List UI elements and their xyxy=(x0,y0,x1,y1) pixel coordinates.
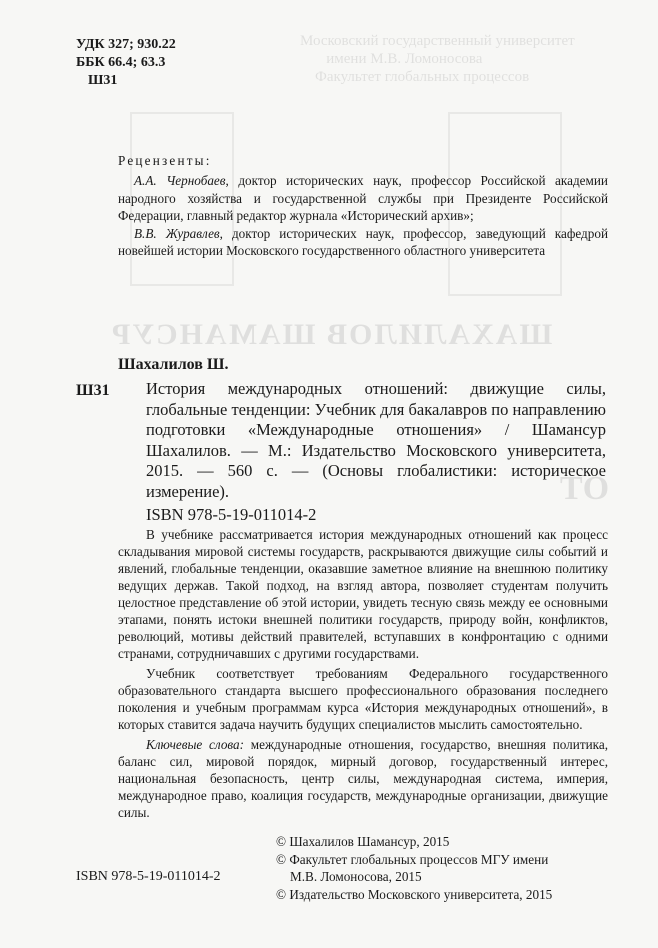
abstract-paragraph: В учебнике рассматривается история международных отношений как процесс складывания мировой системы государств, раскрываются движущие силы событий и явлений, глобальные тенденции, оказавшие заметное влияние на внешнюю политику ведущих держав. Такой подход, на взгляд автора, позволяет студентам получить целостное представление об этой истории, увидеть тесную связь между ее основными этапами, понять истоки внешней политики государств, природу войн, конфликтов, революций, мотивы действий правителей, вступавших в конфронтацию с одними странами, сотрудничавших с другими государствами. xyxy=(118,527,608,661)
reviewer-name: В.В. Журавлев xyxy=(134,225,220,241)
copyright-line: © Издательство Московского университета, 2015 xyxy=(276,886,553,902)
keywords-label: Ключевые слова: xyxy=(146,737,245,752)
card-author: Шахалилов Ш. xyxy=(118,356,229,373)
reviewers-section xyxy=(118,152,608,259)
classification-codes xyxy=(76,36,176,90)
card-code: Ш31 xyxy=(76,382,110,399)
copyright-block xyxy=(276,833,552,903)
show-through-heading: ШАХАЛИЛОВ ШАМАНСУР xyxy=(110,318,553,351)
reviewers-title: Рецензенты: xyxy=(118,153,212,168)
show-through-heading-2: ОТ xyxy=(560,470,610,507)
reviewer-name: А.А. Чернобаев xyxy=(134,173,226,189)
show-through-text: Московский государственный университет имени М.В. Ломоносова Факультет глобальных процессов xyxy=(300,33,575,85)
copyright-line: М.В. Ломоносова, 2015 xyxy=(290,869,422,884)
author-mark: Ш31 xyxy=(88,73,118,88)
abstract xyxy=(118,526,608,824)
copyright-line: © Шахалилов Шамансур, 2015 xyxy=(276,834,450,849)
reviewer-entry xyxy=(118,172,608,224)
abstract-paragraph: Учебник соответствует требованиям Федерального государственного образовательного стандарта высшего профессионального образования последнего поколения и учебным программам курса «История международных отношений», в которых ставится задача научить будущих специалистов мыслить самостоятельно. xyxy=(118,666,608,732)
copyright-line: © Факультет глобальных процессов МГУ имени xyxy=(276,851,549,867)
keywords-paragraph xyxy=(118,736,608,821)
bbk-code: ББК 66.4; 63.3 xyxy=(76,55,166,70)
reviewer-credentials: , доктор исторических наук, профессор, заведующий кафедрой новейшей истории Московского государственного областного университета xyxy=(118,225,609,259)
bottom-isbn: ISBN 978-5-19-011014-2 xyxy=(76,869,221,884)
reviewer-entry xyxy=(118,225,608,260)
reviewer-credentials: , доктор исторических наук, профессор Российской академии народного хозяйства и государственной службы при Президенте Российской Федерации, главный редактор журнала «Исторический архив»; xyxy=(118,173,608,224)
keywords-list: международные отношения, государство, внешняя политика, баланс сил, мировой порядок, мирный договор, государственный интерес, национальная безопасность, центр силы, международная система, империя, международное право, коалиция государств, международные организации, движущие силы. xyxy=(118,737,608,820)
card-description: История международных отношений: движущие силы, глобальные тенденции: Учебник для бакалавров по направлению подготовки «Международные отношения» / Шамансур Шахалилов. — М.: Издательство Московского университета, 2015. — 560 с. — (Основы глобалистики: историческое измерение). xyxy=(146,379,606,501)
udk-code: УДК 327; 930.22 xyxy=(76,37,176,52)
card-isbn: ISBN 978-5-19-011014-2 xyxy=(146,505,317,524)
